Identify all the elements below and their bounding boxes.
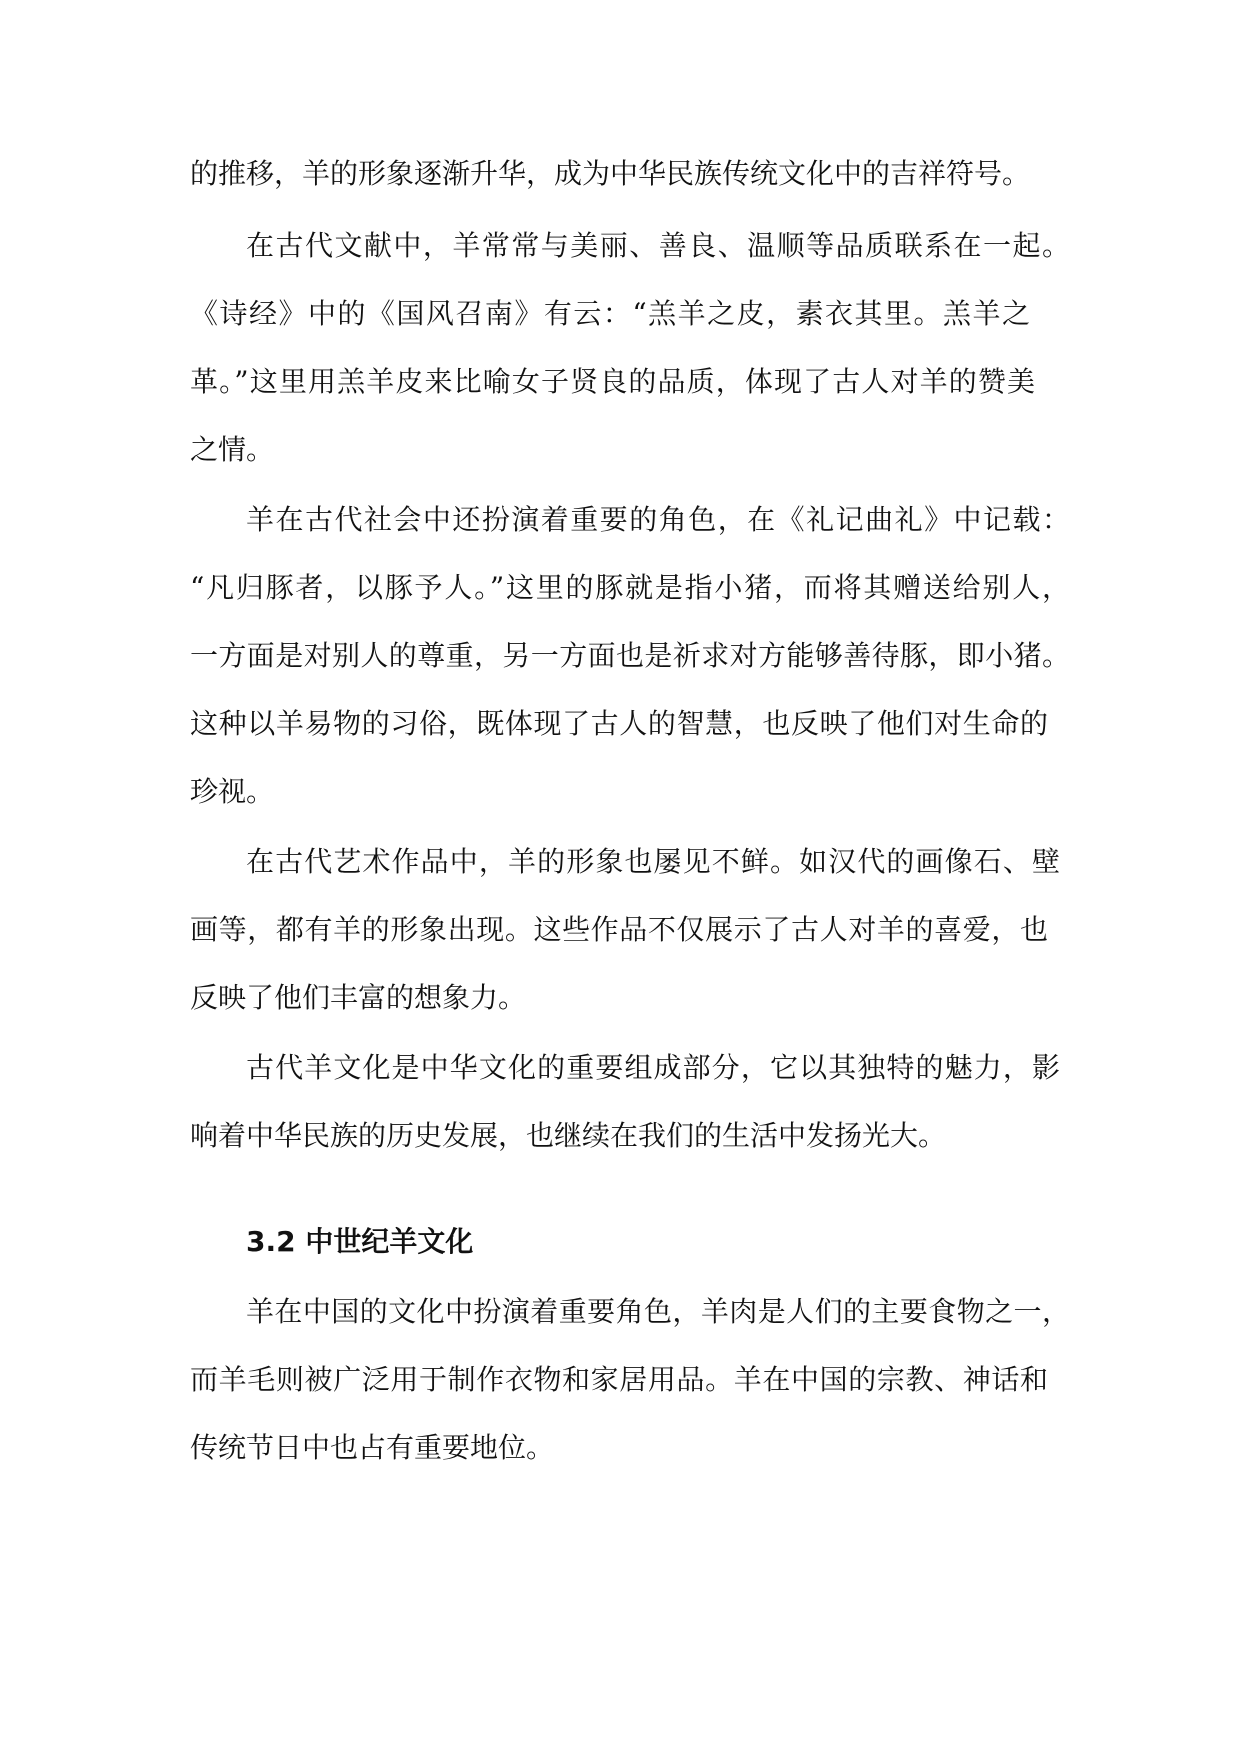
paragraph-line: 之情。 xyxy=(190,433,275,466)
paragraph-line: 羊在中国的文化中扮演着重要角色，羊肉是人们的主要食物之一， xyxy=(246,1295,1070,1328)
paragraph-line: 珍视。 xyxy=(190,775,275,808)
paragraph-line: 《诗经》中的《国风召南》有云：“羔羊之皮，素衣其里。羔羊之 xyxy=(190,297,1030,330)
paragraph-line: 这种以羊易物的习俗，既体现了古人的智慧，也反映了他们对生命的 xyxy=(190,707,1048,740)
paragraph-line: 古代羊文化是中华文化的重要组成部分，它以其独特的魅力，影 xyxy=(246,1051,1060,1084)
paragraph-line: 在古代艺术作品中，羊的形象也屡见不鲜。如汉代的画像石、壁 xyxy=(246,845,1060,878)
paragraph-line: 羊在古代社会中还扮演着重要的角色，在《礼记曲礼》中记载： xyxy=(246,503,1070,536)
paragraph-line: 在古代文献中，羊常常与美丽、善良、温顺等品质联系在一起。 xyxy=(246,229,1070,262)
section-heading: 3.2 中世纪羊文化 xyxy=(246,1225,474,1258)
paragraph-line: 的推移，羊的形象逐渐升华，成为中华民族传统文化中的吉祥符号。 xyxy=(190,157,1031,190)
paragraph-line: 画等，都有羊的形象出现。这些作品不仅展示了古人对羊的喜爱，也 xyxy=(190,913,1048,946)
paragraph-line: 反映了他们丰富的想象力。 xyxy=(190,981,527,1014)
paragraph-line: 革。”这里用羔羊皮来比喻女子贤良的品质，体现了古人对羊的赞美 xyxy=(190,365,1035,398)
paragraph-line: “凡归豚者，以豚予人。”这里的豚就是指小猪，而将其赠送给别人， xyxy=(190,571,1070,604)
paragraph-line: 传统节日中也占有重要地位。 xyxy=(190,1431,555,1464)
paragraph-line: 而羊毛则被广泛用于制作衣物和家居用品。羊在中国的宗教、神话和 xyxy=(190,1363,1048,1396)
paragraph-line: 一方面是对别人的尊重，另一方面也是祈求对方能够善待豚，即小猪。 xyxy=(190,639,1070,672)
paragraph-line: 响着中华民族的历史发展，也继续在我们的生活中发扬光大。 xyxy=(190,1119,947,1152)
